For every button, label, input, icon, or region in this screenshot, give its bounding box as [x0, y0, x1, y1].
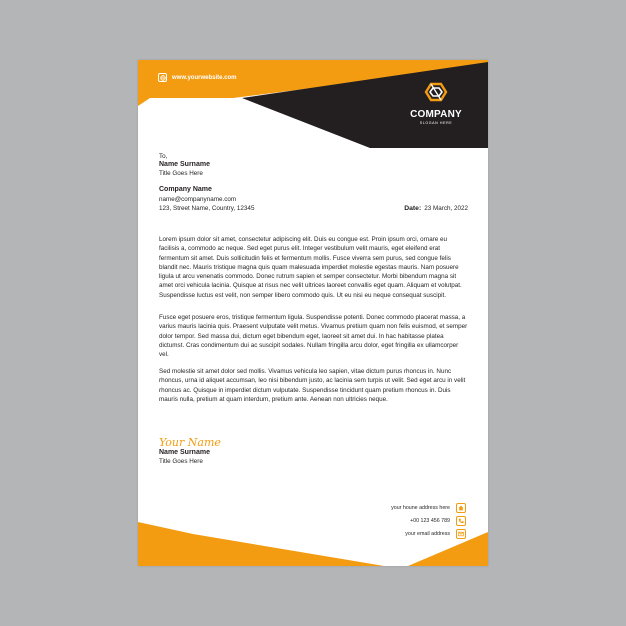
letterhead-page	[138, 60, 488, 566]
home-icon	[456, 503, 466, 513]
body-paragraph-1: Lorem ipsum dolor sit amet, consectetur adipiscing elit. Duis eu congue est. Proin ipsum orci, ornare eu facilisis a, commodo ac neque. Sed eget purus elit. Integer vestibulum velit mauris, eget eleifend erat fermentum sit amet. Duis sollicitudin felis et fermentum mollis. Fusce viverra sem purus, sed congue felis blandit nec. Mauris tristique magna quis quam malesuada imperdiet molestie egestas mauris. Nam posuere ligula ut arcu venenatis commodo. Donec rutrum sapien et semper consectetur. Morbi bibendum magna sit amet orci vehicula lacinia. Quisque at risus nec velit ultrices laoreet convallis eget quam. Aliquam et volutpat. Suspendisse luctus est velit, non semper libero commodo quis. Ut eu nisi eu neque consequat suscipit.	[159, 236, 462, 299]
hexagon-logo-icon	[424, 82, 448, 102]
signer-title: Title Goes Here	[159, 458, 203, 465]
company-logo	[406, 82, 466, 125]
contact-address	[391, 503, 466, 513]
globe-icon	[158, 73, 167, 82]
sender-email[interactable]: name@companyname.com	[159, 196, 237, 203]
phone-icon	[456, 516, 466, 526]
signer-name: Name Surname	[159, 449, 210, 456]
company-name-logo: COMPANY	[410, 109, 462, 120]
date-value: 23 March, 2022	[424, 205, 468, 212]
body-paragraph-2: Fusce eget posuere eros, tristique fermentum ligula. Suspendisse potenti. Donec commodo placerat massa, a varius mauris lacinia quis. Praesent vulputate velit metus. Vivamus pretium quam non felis euismod, et semper dolor tempor. Sed massa dui, dictum eget bibendum eget, laoreet sit amet dui. In hac habitasse platea dictumst. Cras condimentum dui ac suscipit sodales. Nullam fringilla arcu dolor, eget fringilla ex ullamcorper vel.	[159, 314, 468, 359]
company-slogan: SLOGAN HERE	[419, 121, 453, 125]
contact-email[interactable]	[405, 529, 466, 539]
email-icon	[456, 529, 466, 539]
website-link[interactable]	[158, 73, 236, 82]
recipient-title: Title Goes Here	[159, 170, 203, 177]
sender-address: 123, Street Name, Country, 12345	[159, 205, 255, 212]
contact-address-text: your houne address here	[391, 505, 450, 511]
contact-email-text: your email address	[405, 531, 450, 537]
body-paragraph-3: Sed molestie sit amet dolor sed mollis. Vivamus vehicula leo sapien, vitae dictum purus rhoncus in. Nunc rhoncus, urna id aliquet accumsan, leo nisi bibendum justo, ac lacinia sem turpis ut velit. Sed eget arcu in velit rhoncus ac. Quisque in imperdiet dictum vulputate. Suspendisse tincidunt quam pretium rhoncus in. Duis mauris nulla, pretium at quam interdum, pretium ante. Aenean non ultricies neque.	[159, 368, 466, 403]
recipient-name: Name Surname	[159, 161, 210, 168]
recipient-to: To,	[159, 153, 168, 160]
contact-phone-text: +00 123 456 789	[410, 518, 450, 524]
signature-script: Your Name	[159, 436, 221, 449]
header-orange-tip	[138, 98, 150, 106]
letter-date	[404, 205, 468, 212]
contact-phone[interactable]	[410, 516, 466, 526]
sender-company: Company Name	[159, 186, 212, 193]
website-text: www.yourwebsite.com	[172, 74, 237, 81]
date-label: Date:	[404, 205, 422, 212]
footer-orange-band	[138, 522, 384, 566]
